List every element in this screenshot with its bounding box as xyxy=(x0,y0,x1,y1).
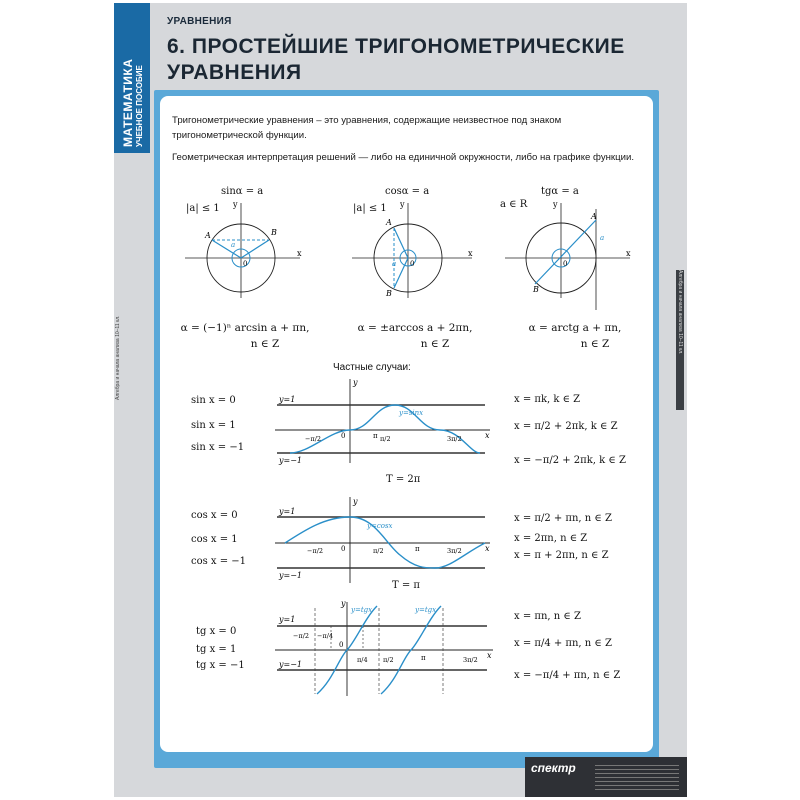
cos-circle-x-label: x xyxy=(468,249,473,258)
sin-case-1: sin x = 1 xyxy=(191,420,236,431)
sin-answer-2: x = −π/2 + 2πk, k ∈ Z xyxy=(514,455,626,466)
intro-interpretation: Геометрическая интерпретация решений — либо на единичной окружности, либо на графике функции. xyxy=(172,152,634,163)
tg-graph-curve-left: y=tgx xyxy=(351,606,373,614)
breadcrumb: УРАВНЕНИЯ xyxy=(167,16,232,27)
cos-equation: cosα = a xyxy=(385,186,430,197)
tg-tick-0: −π/2 xyxy=(293,632,310,640)
tg-circle-diagram xyxy=(505,195,635,315)
tg-tick-3: π/4 xyxy=(357,656,368,664)
tg-circle-origin: 0 xyxy=(563,260,568,268)
cos-tick-3: π xyxy=(415,545,420,553)
sin-graph-x: x xyxy=(485,431,490,440)
sin-answer-0: x = πk, k ∈ Z xyxy=(514,394,581,405)
tg-tick-6: 3π/2 xyxy=(463,656,478,664)
sin-circle-B: B xyxy=(271,228,277,237)
tg-answer-1: x = π/4 + πn, n ∈ Z xyxy=(514,638,612,649)
sin-tick-2: π xyxy=(373,432,378,440)
left-margin-note: Алгебра и начала анализа 10–11 кл. xyxy=(115,315,121,400)
spine-subtitle: УЧЕБНОЕ ПОСОБИЕ xyxy=(134,65,144,147)
intro-definition: Тригонометрические уравнения – это уравнения, содержащие неизвестное под знаком тригонометрической функции. xyxy=(172,115,562,141)
tg-answer-0: x = πn, n ∈ Z xyxy=(514,611,581,622)
cos-circle-A: A xyxy=(386,218,392,227)
tg-circle-A: A xyxy=(591,212,597,221)
tg-graph xyxy=(275,598,497,698)
footer-fine-print xyxy=(595,765,679,793)
sin-case-0: sin x = 0 xyxy=(191,395,236,406)
cos-circle-B: B xyxy=(386,289,392,298)
tg-case-1: tg x = 1 xyxy=(196,644,237,655)
publisher-footer xyxy=(525,757,687,797)
tg-tick-4: π/2 xyxy=(383,656,394,664)
cos-solution: α = ±arccos a + 2πn, n ∈ Z xyxy=(357,322,473,350)
sin-solution: α = (−1)ⁿ arcsin a + πn, n ∈ Z xyxy=(180,322,310,350)
sin-graph xyxy=(275,375,495,465)
cos-graph-y: y xyxy=(353,497,358,506)
sin-condition: |a| ≤ 1 xyxy=(186,203,220,214)
sin-tick-3: π/2 xyxy=(380,435,391,443)
publisher-logo: спектр xyxy=(531,761,576,775)
sin-graph-curve-label: y=sinx xyxy=(399,409,424,417)
tg-graph-ytop: y=1 xyxy=(279,615,296,624)
page-title: 6. ПРОСТЕЙШИЕ ТРИГОНОМЕТРИЧЕСКИЕ УРАВНЕНИЯ xyxy=(167,35,625,84)
cos-graph-ytop: y=1 xyxy=(279,507,296,516)
cos-condition: |a| ≤ 1 xyxy=(353,203,387,214)
cos-tick-0: −π/2 xyxy=(307,547,324,555)
cos-graph-curve-label: y=cosx xyxy=(367,522,393,530)
cos-answer-2: x = π + 2πn, n ∈ Z xyxy=(514,550,609,561)
tg-tick-1: −π/4 xyxy=(317,632,334,640)
sin-answer-1: x = π/2 + 2πk, k ∈ Z xyxy=(514,421,618,432)
sin-tick-4: 3π/2 xyxy=(447,435,462,443)
sin-circle-y-label: y xyxy=(233,200,238,209)
cos-graph-x: x xyxy=(485,544,490,553)
tg-circle-B: B xyxy=(533,285,539,294)
tg-case-0: tg x = 0 xyxy=(196,626,237,637)
cos-case-2: cos x = −1 xyxy=(191,556,247,567)
sin-graph-ybottom: y=−1 xyxy=(279,456,303,465)
cos-case-0: cos x = 0 xyxy=(191,510,238,521)
sin-circle-a: a xyxy=(231,241,236,249)
tg-equation: tgα = a xyxy=(541,186,579,197)
cos-answer-0: x = π/2 + πn, n ∈ Z xyxy=(514,513,612,524)
sin-graph-ytop: y=1 xyxy=(279,395,296,404)
tg-graph-x: x xyxy=(487,651,492,660)
cos-answer-1: x = 2πn, n ∈ Z xyxy=(514,533,588,544)
tg-answer-2: x = −π/4 + πn, n ∈ Z xyxy=(514,670,621,681)
cos-circle-y-label: y xyxy=(400,200,405,209)
tg-condition: a ∈ R xyxy=(500,199,528,210)
sin-tick-1: 0 xyxy=(341,432,346,440)
sin-tick-0: −π/2 xyxy=(305,435,322,443)
tg-solution: α = arctg a + πn, n ∈ Z xyxy=(528,322,622,350)
cos-graph-ybottom: y=−1 xyxy=(279,571,303,580)
spine-band xyxy=(114,3,150,153)
cos-graph xyxy=(275,495,495,585)
period-cos: T = π xyxy=(392,580,420,591)
tg-case-2: tg x = −1 xyxy=(196,660,245,671)
tg-circle-a: a xyxy=(600,234,605,242)
tg-tick-5: π xyxy=(421,654,426,662)
sin-circle-diagram xyxy=(185,195,305,300)
cos-tick-2: π/2 xyxy=(373,547,384,555)
tg-tick-2: 0 xyxy=(339,641,344,649)
spine-subject: МАТЕМАТИКА xyxy=(120,58,135,147)
right-margin-note: Алгебра и начала анализа 10–11 кл. xyxy=(676,270,684,410)
cos-tick-1: 0 xyxy=(341,545,346,553)
cos-tick-4: 3π/2 xyxy=(447,547,462,555)
sin-circle-origin: 0 xyxy=(243,260,248,268)
tg-graph-ybottom: y=−1 xyxy=(279,660,303,669)
sin-equation: sinα = a xyxy=(221,186,264,197)
cos-circle-diagram xyxy=(352,195,477,300)
tg-circle-y-label: y xyxy=(553,200,558,209)
special-cases-heading: Частные случаи: xyxy=(333,362,411,373)
sin-case-2: sin x = −1 xyxy=(191,442,245,453)
period-sin: T = 2π xyxy=(386,474,421,485)
sin-circle-A: A xyxy=(205,231,211,240)
tg-graph-y: y xyxy=(341,599,346,608)
sin-circle-x-label: x xyxy=(297,249,302,258)
cos-circle-a: a xyxy=(392,260,397,268)
tg-circle-x-label: x xyxy=(626,249,631,258)
cos-circle-origin: 0 xyxy=(410,260,415,268)
tg-graph-curve-right: y=tgx xyxy=(415,606,437,614)
sin-graph-y: y xyxy=(353,378,358,387)
cos-case-1: cos x = 1 xyxy=(191,534,238,545)
